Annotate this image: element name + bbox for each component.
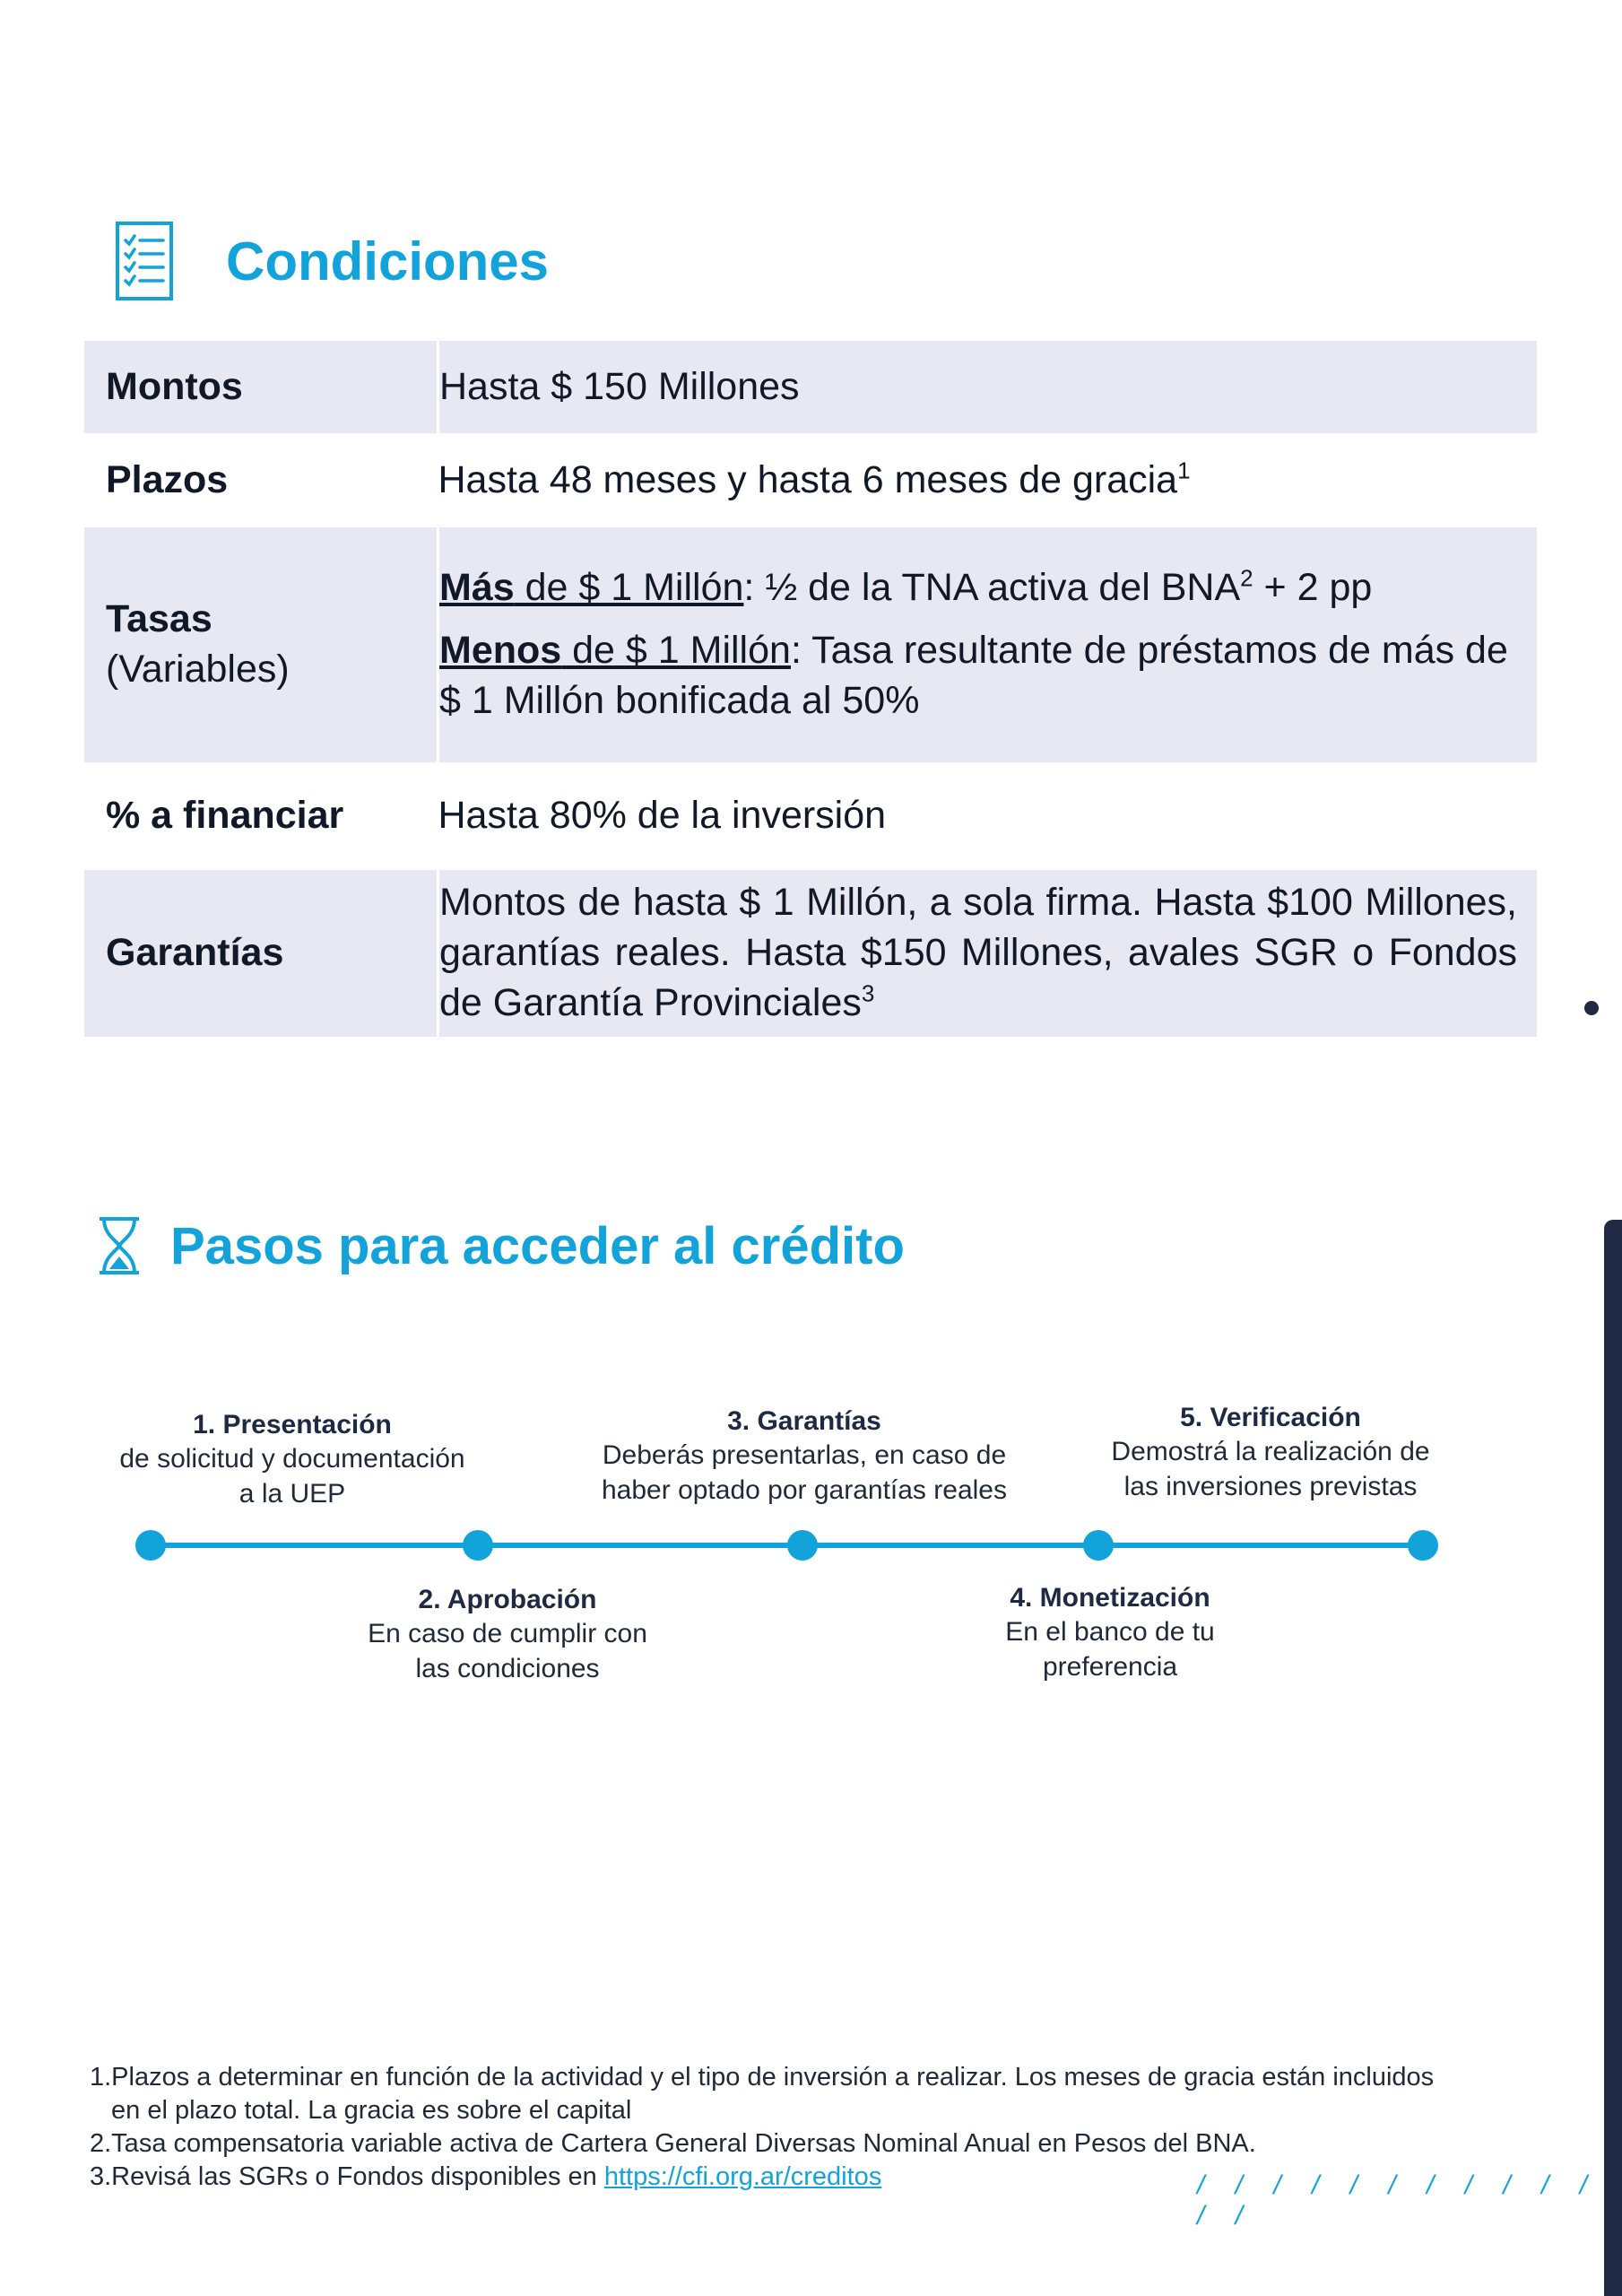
timeline-dot-3 xyxy=(787,1530,818,1561)
row-montos xyxy=(84,341,1537,433)
step-line: haber optado por garantías reales xyxy=(602,1474,1007,1505)
financiar-value: Hasta 80% de la inversión xyxy=(438,794,887,838)
step-line: En el banco de tu xyxy=(1005,1617,1215,1648)
tasas-menos-bold: Menos xyxy=(439,629,562,673)
tasas-mas-under: de $ 1 Millón xyxy=(514,566,744,610)
timeline-dot-2 xyxy=(463,1530,493,1561)
timeline-dot-start xyxy=(135,1530,166,1561)
step-title: 2. Aprobación xyxy=(418,1585,597,1614)
step-garantias xyxy=(589,1405,1019,1508)
tasas-line-mas xyxy=(439,563,1517,613)
decorative-slashes: / / / / / / / / / / / / / xyxy=(1197,2170,1600,2231)
footnote-1: 1.Plazos a determinar en función de la actividad y el tipo de inversión a realizar. Los meses de gracia están incluidos xyxy=(90,2063,1435,2092)
side-accent-bar xyxy=(1604,1220,1622,2296)
row-garantias xyxy=(84,870,1537,1037)
step-monetizacion xyxy=(895,1581,1325,1684)
row-tasas xyxy=(84,527,1537,762)
footnote-3-text: 3.Revisá las SGRs o Fondos disponibles en xyxy=(90,2162,604,2192)
step-title: 5. Verificación xyxy=(1180,1403,1361,1432)
plazos-label: Plazos xyxy=(106,457,229,501)
condiciones-header xyxy=(115,221,549,301)
condiciones-title: Condiciones xyxy=(226,230,550,291)
garantias-label: Garantías xyxy=(84,870,438,1037)
row-financiar xyxy=(84,762,1537,870)
step-line: de solicitud y documentación xyxy=(119,1444,465,1474)
tasas-mas-end: + 2 pp xyxy=(1253,566,1373,610)
creditos-link[interactable]: https://cfi.org.ar/creditos xyxy=(603,2162,882,2192)
montos-value: Hasta $ 150 Millones xyxy=(438,341,1538,433)
step-line: Deberás presentarlas, en caso de xyxy=(602,1440,1007,1471)
step-aprobacion xyxy=(292,1583,723,1686)
garantias-footnote-ref: 3 xyxy=(861,979,875,1007)
tasas-menos-rest: : Tasa resultante de préstamos de más de $ 1 Millón bonificada al 50% xyxy=(439,629,1508,722)
decorative-dot xyxy=(1584,1001,1599,1015)
timeline-dot-end xyxy=(1408,1530,1438,1561)
tasas-sublabel: (Variables) xyxy=(106,648,290,691)
plazos-value xyxy=(438,433,1538,527)
tasas-label: Tasas xyxy=(106,597,213,641)
step-line: En caso de cumplir con xyxy=(368,1619,647,1649)
step-verificacion xyxy=(1055,1401,1486,1504)
condiciones-table xyxy=(84,341,1537,1037)
footnote-2: 2.Tasa compensatoria variable activa de Cartera General Diversas Nominal Anual en Pesos del BNA. xyxy=(90,2129,1256,2159)
plazos-footnote-ref: 1 xyxy=(1177,457,1191,484)
step-title: 1. Presentación xyxy=(193,1410,392,1439)
montos-label: Montos xyxy=(84,341,438,433)
row-plazos xyxy=(84,433,1537,527)
step-title: 3. Garantías xyxy=(727,1406,881,1436)
step-line: Demostrá la realización de xyxy=(1111,1437,1430,1467)
tasas-footnote-ref: 2 xyxy=(1240,564,1253,592)
tasas-menos-under: de $ 1 Millón xyxy=(561,629,791,673)
step-line: a la UEP xyxy=(239,1478,346,1509)
step-presentacion xyxy=(77,1408,507,1511)
step-line: las condiciones xyxy=(415,1653,600,1683)
tasas-mas-rest: : ½ de la TNA activa del BNA xyxy=(743,566,1241,610)
pasos-header xyxy=(97,1215,905,1276)
step-line: preferencia xyxy=(1042,1651,1178,1682)
pasos-title: Pasos para acceder al crédito xyxy=(170,1216,905,1275)
tasas-label-cell xyxy=(84,527,438,762)
step-line: las inversiones previstas xyxy=(1123,1471,1418,1501)
step-title: 4. Monetización xyxy=(1010,1583,1210,1613)
financiar-label: % a financiar xyxy=(106,794,344,838)
footnote-1-cont: en el plazo total. La gracia es sobre el capital xyxy=(111,2096,632,2126)
hourglass-icon xyxy=(97,1215,142,1276)
tasas-value xyxy=(438,527,1538,762)
tasas-mas-bold: Más xyxy=(439,566,515,610)
garantias-value xyxy=(438,870,1538,1037)
timeline-dot-4 xyxy=(1083,1530,1114,1561)
checklist-icon xyxy=(115,221,174,301)
garantias-text: Montos de hasta $ 1 Millón, a sola firma. Hasta $100 Millones, garantías reales. Hasta $150 Millones, avales SGR o Fondos de Garantía Provinciales xyxy=(439,881,1517,1024)
tasas-line-menos xyxy=(439,626,1517,726)
plazos-text: Hasta 48 meses y hasta 6 meses de gracia xyxy=(438,457,1178,501)
